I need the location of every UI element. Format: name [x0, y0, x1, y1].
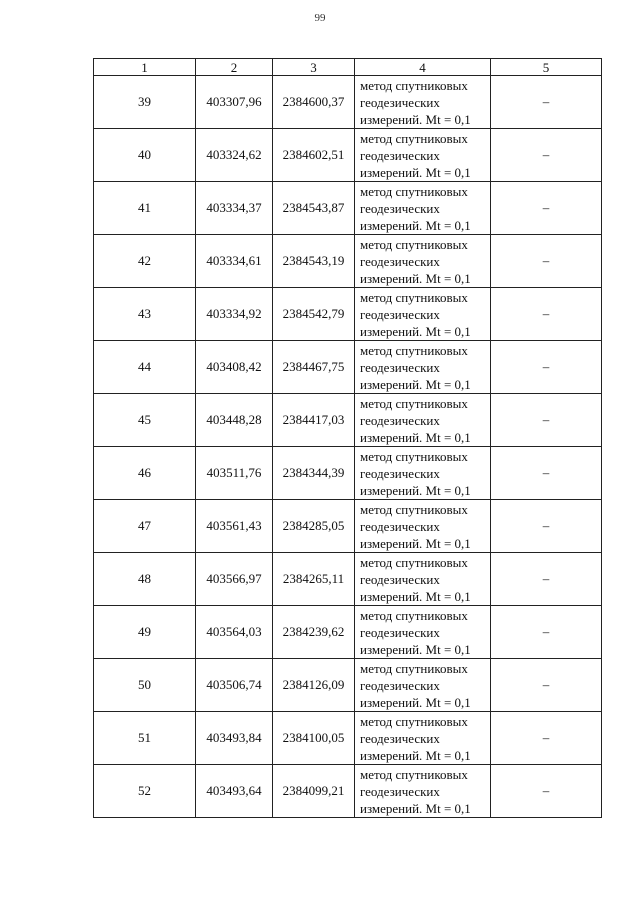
method-text-line: метод спутниковых — [360, 130, 468, 146]
note-cell: – — [491, 606, 602, 659]
note-cell: – — [491, 447, 602, 500]
method-cell — [355, 394, 491, 447]
y-coordinate-cell: 2384417,03 — [273, 394, 355, 447]
method-text-line: измерений. Mt = 0,1 — [360, 588, 471, 604]
x-coordinate-cell: 403564,03 — [196, 606, 273, 659]
y-coordinate-cell: 2384239,62 — [273, 606, 355, 659]
method-text-line: геодезических — [360, 677, 440, 693]
x-coordinate-cell: 403334,37 — [196, 182, 273, 235]
method-cell — [355, 553, 491, 606]
x-coordinate-cell: 403493,84 — [196, 712, 273, 765]
point-number-cell: 47 — [94, 500, 196, 553]
method-text-line: метод спутниковых — [360, 183, 468, 199]
y-coordinate-cell: 2384467,75 — [273, 341, 355, 394]
method-text-line: геодезических — [360, 624, 440, 640]
note-cell: – — [491, 341, 602, 394]
table-row — [94, 659, 602, 712]
table-row — [94, 394, 602, 447]
method-text-line: измерений. Mt = 0,1 — [360, 376, 471, 392]
method-text-line: измерений. Mt = 0,1 — [360, 323, 471, 339]
header-col-1: 1 — [94, 59, 196, 76]
method-text-line: метод спутниковых — [360, 766, 468, 782]
header-col-4: 4 — [355, 59, 491, 76]
point-number-cell: 43 — [94, 288, 196, 341]
method-text-line: метод спутниковых — [360, 448, 468, 464]
method-text-line: измерений. Mt = 0,1 — [360, 270, 471, 286]
method-text-line: измерений. Mt = 0,1 — [360, 111, 471, 127]
method-text-line: измерений. Mt = 0,1 — [360, 535, 471, 551]
method-text-line: геодезических — [360, 730, 440, 746]
method-cell — [355, 447, 491, 500]
method-text-line: геодезических — [360, 412, 440, 428]
point-number-cell: 40 — [94, 129, 196, 182]
point-number-cell: 42 — [94, 235, 196, 288]
method-cell — [355, 500, 491, 553]
table-row — [94, 765, 602, 818]
method-text-line: метод спутниковых — [360, 77, 468, 93]
method-text-line: метод спутниковых — [360, 395, 468, 411]
x-coordinate-cell: 403324,62 — [196, 129, 273, 182]
method-cell — [355, 129, 491, 182]
point-number-cell: 50 — [94, 659, 196, 712]
table-row — [94, 553, 602, 606]
y-coordinate-cell: 2384602,51 — [273, 129, 355, 182]
y-coordinate-cell: 2384099,21 — [273, 765, 355, 818]
note-cell: – — [491, 76, 602, 129]
table-row — [94, 129, 602, 182]
x-coordinate-cell: 403511,76 — [196, 447, 273, 500]
method-text-line: метод спутниковых — [360, 236, 468, 252]
table-row — [94, 447, 602, 500]
method-text-line: метод спутниковых — [360, 289, 468, 305]
y-coordinate-cell: 2384100,05 — [273, 712, 355, 765]
method-text-line: метод спутниковых — [360, 554, 468, 570]
method-cell — [355, 182, 491, 235]
method-text-line: геодезических — [360, 465, 440, 481]
method-cell — [355, 606, 491, 659]
table-row — [94, 341, 602, 394]
x-coordinate-cell: 403506,74 — [196, 659, 273, 712]
point-number-cell: 48 — [94, 553, 196, 606]
y-coordinate-cell: 2384542,79 — [273, 288, 355, 341]
method-text-line: метод спутниковых — [360, 607, 468, 623]
point-number-cell: 45 — [94, 394, 196, 447]
x-coordinate-cell: 403408,42 — [196, 341, 273, 394]
table-row — [94, 182, 602, 235]
note-cell: – — [491, 765, 602, 818]
point-number-cell: 44 — [94, 341, 196, 394]
y-coordinate-cell: 2384543,87 — [273, 182, 355, 235]
method-text-line: измерений. Mt = 0,1 — [360, 482, 471, 498]
point-number-cell: 51 — [94, 712, 196, 765]
y-coordinate-cell: 2384344,39 — [273, 447, 355, 500]
point-number-cell: 49 — [94, 606, 196, 659]
method-text-line: измерений. Mt = 0,1 — [360, 164, 471, 180]
point-number-cell: 41 — [94, 182, 196, 235]
header-col-5: 5 — [491, 59, 602, 76]
method-text-line: измерений. Mt = 0,1 — [360, 694, 471, 710]
method-text-line: измерений. Mt = 0,1 — [360, 641, 471, 657]
method-text-line: измерений. Mt = 0,1 — [360, 800, 471, 816]
method-text-line: геодезических — [360, 306, 440, 322]
table-header-row — [94, 59, 602, 76]
point-number-cell: 46 — [94, 447, 196, 500]
y-coordinate-cell: 2384600,37 — [273, 76, 355, 129]
note-cell: – — [491, 500, 602, 553]
note-cell: – — [491, 129, 602, 182]
method-cell — [355, 765, 491, 818]
note-cell: – — [491, 712, 602, 765]
table-row — [94, 288, 602, 341]
method-text-line: геодезических — [360, 571, 440, 587]
method-text-line: измерений. Mt = 0,1 — [360, 429, 471, 445]
point-number-cell: 39 — [94, 76, 196, 129]
note-cell: – — [491, 394, 602, 447]
method-text-line: геодезических — [360, 200, 440, 216]
coordinates-table — [93, 58, 602, 818]
header-col-2: 2 — [196, 59, 273, 76]
page-number: 99 — [314, 12, 326, 24]
method-cell — [355, 341, 491, 394]
method-cell — [355, 235, 491, 288]
y-coordinate-cell: 2384126,09 — [273, 659, 355, 712]
table-row — [94, 712, 602, 765]
method-text-line: геодезических — [360, 147, 440, 163]
note-cell: – — [491, 553, 602, 606]
x-coordinate-cell: 403334,61 — [196, 235, 273, 288]
x-coordinate-cell: 403493,64 — [196, 765, 273, 818]
header-col-3: 3 — [273, 59, 355, 76]
y-coordinate-cell: 2384265,11 — [273, 553, 355, 606]
y-coordinate-cell: 2384285,05 — [273, 500, 355, 553]
method-cell — [355, 712, 491, 765]
x-coordinate-cell: 403566,97 — [196, 553, 273, 606]
note-cell: – — [491, 182, 602, 235]
y-coordinate-cell: 2384543,19 — [273, 235, 355, 288]
method-text-line: геодезических — [360, 359, 440, 375]
method-text-line: метод спутниковых — [360, 501, 468, 517]
table-row — [94, 500, 602, 553]
method-cell — [355, 659, 491, 712]
method-text-line: геодезических — [360, 253, 440, 269]
method-text-line: измерений. Mt = 0,1 — [360, 747, 471, 763]
x-coordinate-cell: 403334,92 — [196, 288, 273, 341]
method-text-line: метод спутниковых — [360, 342, 468, 358]
method-text-line: измерений. Mt = 0,1 — [360, 217, 471, 233]
x-coordinate-cell: 403448,28 — [196, 394, 273, 447]
method-text-line: геодезических — [360, 518, 440, 534]
method-cell — [355, 76, 491, 129]
x-coordinate-cell: 403561,43 — [196, 500, 273, 553]
point-number-cell: 52 — [94, 765, 196, 818]
table-row — [94, 235, 602, 288]
method-text-line: геодезических — [360, 783, 440, 799]
note-cell: – — [491, 288, 602, 341]
method-text-line: метод спутниковых — [360, 713, 468, 729]
method-cell — [355, 288, 491, 341]
note-cell: – — [491, 659, 602, 712]
method-text-line: геодезических — [360, 94, 440, 110]
note-cell: – — [491, 235, 602, 288]
table-row — [94, 76, 602, 129]
table-body — [94, 76, 602, 818]
table-row — [94, 606, 602, 659]
method-text-line: метод спутниковых — [360, 660, 468, 676]
x-coordinate-cell: 403307,96 — [196, 76, 273, 129]
